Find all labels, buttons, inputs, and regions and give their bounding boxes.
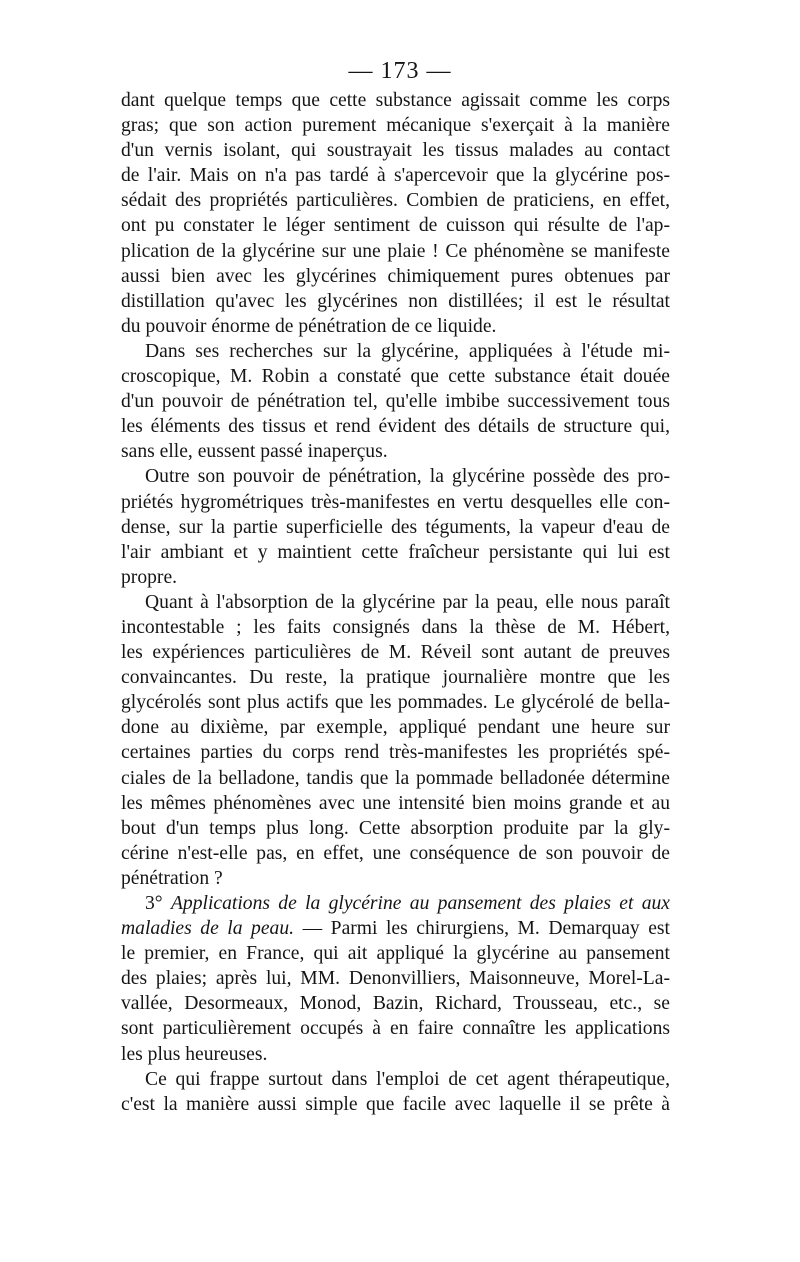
text-line: convaincantes. Du reste, la pratique journalière montre que les	[121, 667, 670, 689]
paragraph-hygrometric-properties	[121, 464, 670, 589]
paragraph-skin-absorption	[121, 590, 670, 891]
text-line: les mêmes phénomènes avec une intensité bien moins grande et au	[121, 792, 670, 814]
text-line: c'est la manière aussi simple que facile avec laquelle il se prête à	[121, 1093, 670, 1115]
text-line: d'un pouvoir de pénétration tel, qu'elle imbibe successivement tous	[121, 391, 670, 413]
text-line: les expériences particulières de M. Réveil sont autant de preuves	[121, 642, 670, 664]
section-title: Applications de la glycérine au pansement des plaies et aux	[170, 893, 670, 914]
text-line: pénétration ?	[121, 867, 223, 889]
text-line: d'un vernis isolant, qui soustrayait les tissus malades au contact	[121, 140, 670, 162]
text-line: aussi bien avec les glycérines chimiquement pures obtenues par	[121, 265, 670, 287]
text-line: sans elle, eussent passé inaperçus.	[121, 441, 388, 463]
section-heading-line	[121, 916, 670, 941]
text-line: distillation qu'avec les glycérines non distillées; il est le résultat	[121, 290, 670, 312]
text-line: bout d'un temps plus long. Cette absorption produite par la gly-	[121, 817, 670, 839]
text-line: vallée, Desormeaux, Monod, Bazin, Richard, Trousseau, etc., se	[121, 993, 670, 1015]
text-line: ciales de la belladone, tandis que la pommade belladonée détermine	[121, 767, 670, 789]
section-title-continued: maladies de la peau.	[121, 918, 295, 940]
text-line: le premier, en France, qui ait appliqué la glycérine au pansement	[121, 943, 670, 965]
section-text: — Parmi les chirurgiens, M. Demarquay est	[302, 918, 670, 940]
text-line: sédait des propriétés particulières. Combien de praticiens, en effet,	[121, 190, 670, 212]
text-line: done au dixième, par exemple, appliqué pendant une heure sur	[121, 717, 670, 739]
text-line: propre.	[121, 566, 178, 588]
text-line: de l'air. Mais on n'a pas tardé à s'apercevoir que la glycérine pos-	[121, 165, 670, 187]
text-line: Quant à l'absorption de la glycérine par la peau, elle nous paraît	[145, 591, 670, 613]
text-line: les éléments des tissus et rend évident des détails de structure qui,	[121, 416, 670, 438]
paragraph-therapeutic-agent	[121, 1067, 670, 1117]
text-line: Outre son pouvoir de pénétration, la glycérine possède des pro-	[145, 466, 670, 488]
text-line: priétés hygrométriques très-manifestes en vertu desquelles elle con-	[121, 491, 670, 513]
paragraph-glycerine-penetration	[121, 88, 670, 339]
text-line: certaines parties du corps rend très-manifestes les propriétés spé-	[121, 742, 670, 764]
section-heading-line	[121, 891, 670, 916]
text-line: l'air ambiant et y maintient cette fraîcheur persistante qui lui est	[121, 541, 670, 563]
text-line: du pouvoir énorme de pénétration de ce liquide.	[121, 315, 497, 337]
text-line: Ce qui frappe surtout dans l'emploi de cet agent thérapeutique,	[145, 1068, 670, 1090]
text-line: gras; que son action purement mécanique s'exerçait à la manière	[121, 115, 670, 137]
text-line: des plaies; après lui, MM. Denonvilliers, Maisonneuve, Morel-La-	[121, 968, 670, 990]
body-text	[121, 88, 670, 1117]
text-line: les plus heureuses.	[121, 1043, 268, 1065]
paragraph-wound-dressing-section	[121, 891, 670, 1067]
text-line: sont particulièrement occupés à en faire connaître les applications	[121, 1018, 670, 1040]
text-line: cérine n'est-elle pas, en effet, une conséquence de son pouvoir de	[121, 842, 670, 864]
section-number: 3°	[145, 893, 163, 914]
text-line: Dans ses recherches sur la glycérine, appliquées à l'étude mi-	[145, 340, 670, 362]
text-line: glycérolés sont plus actifs que les pommades. Le glycérolé de bella-	[121, 692, 670, 714]
text-line: croscopique, M. Robin a constaté que cette substance était douée	[121, 366, 670, 388]
text-line: incontestable ; les faits consignés dans la thèse de M. Hébert,	[121, 616, 670, 638]
page-number: — 173 —	[348, 58, 452, 84]
text-line: dense, sur la partie superficielle des téguments, la vapeur d'eau de	[121, 516, 670, 538]
text-line: plication de la glycérine sur une plaie ! Ce phénomène se manifeste	[121, 240, 670, 262]
text-line: ont pu constater le léger sentiment de cuisson qui résulte de l'ap-	[121, 215, 670, 237]
paragraph-robin-microscopy	[121, 339, 670, 464]
text-line: dant quelque temps que cette substance agissait comme les corps	[121, 90, 670, 111]
